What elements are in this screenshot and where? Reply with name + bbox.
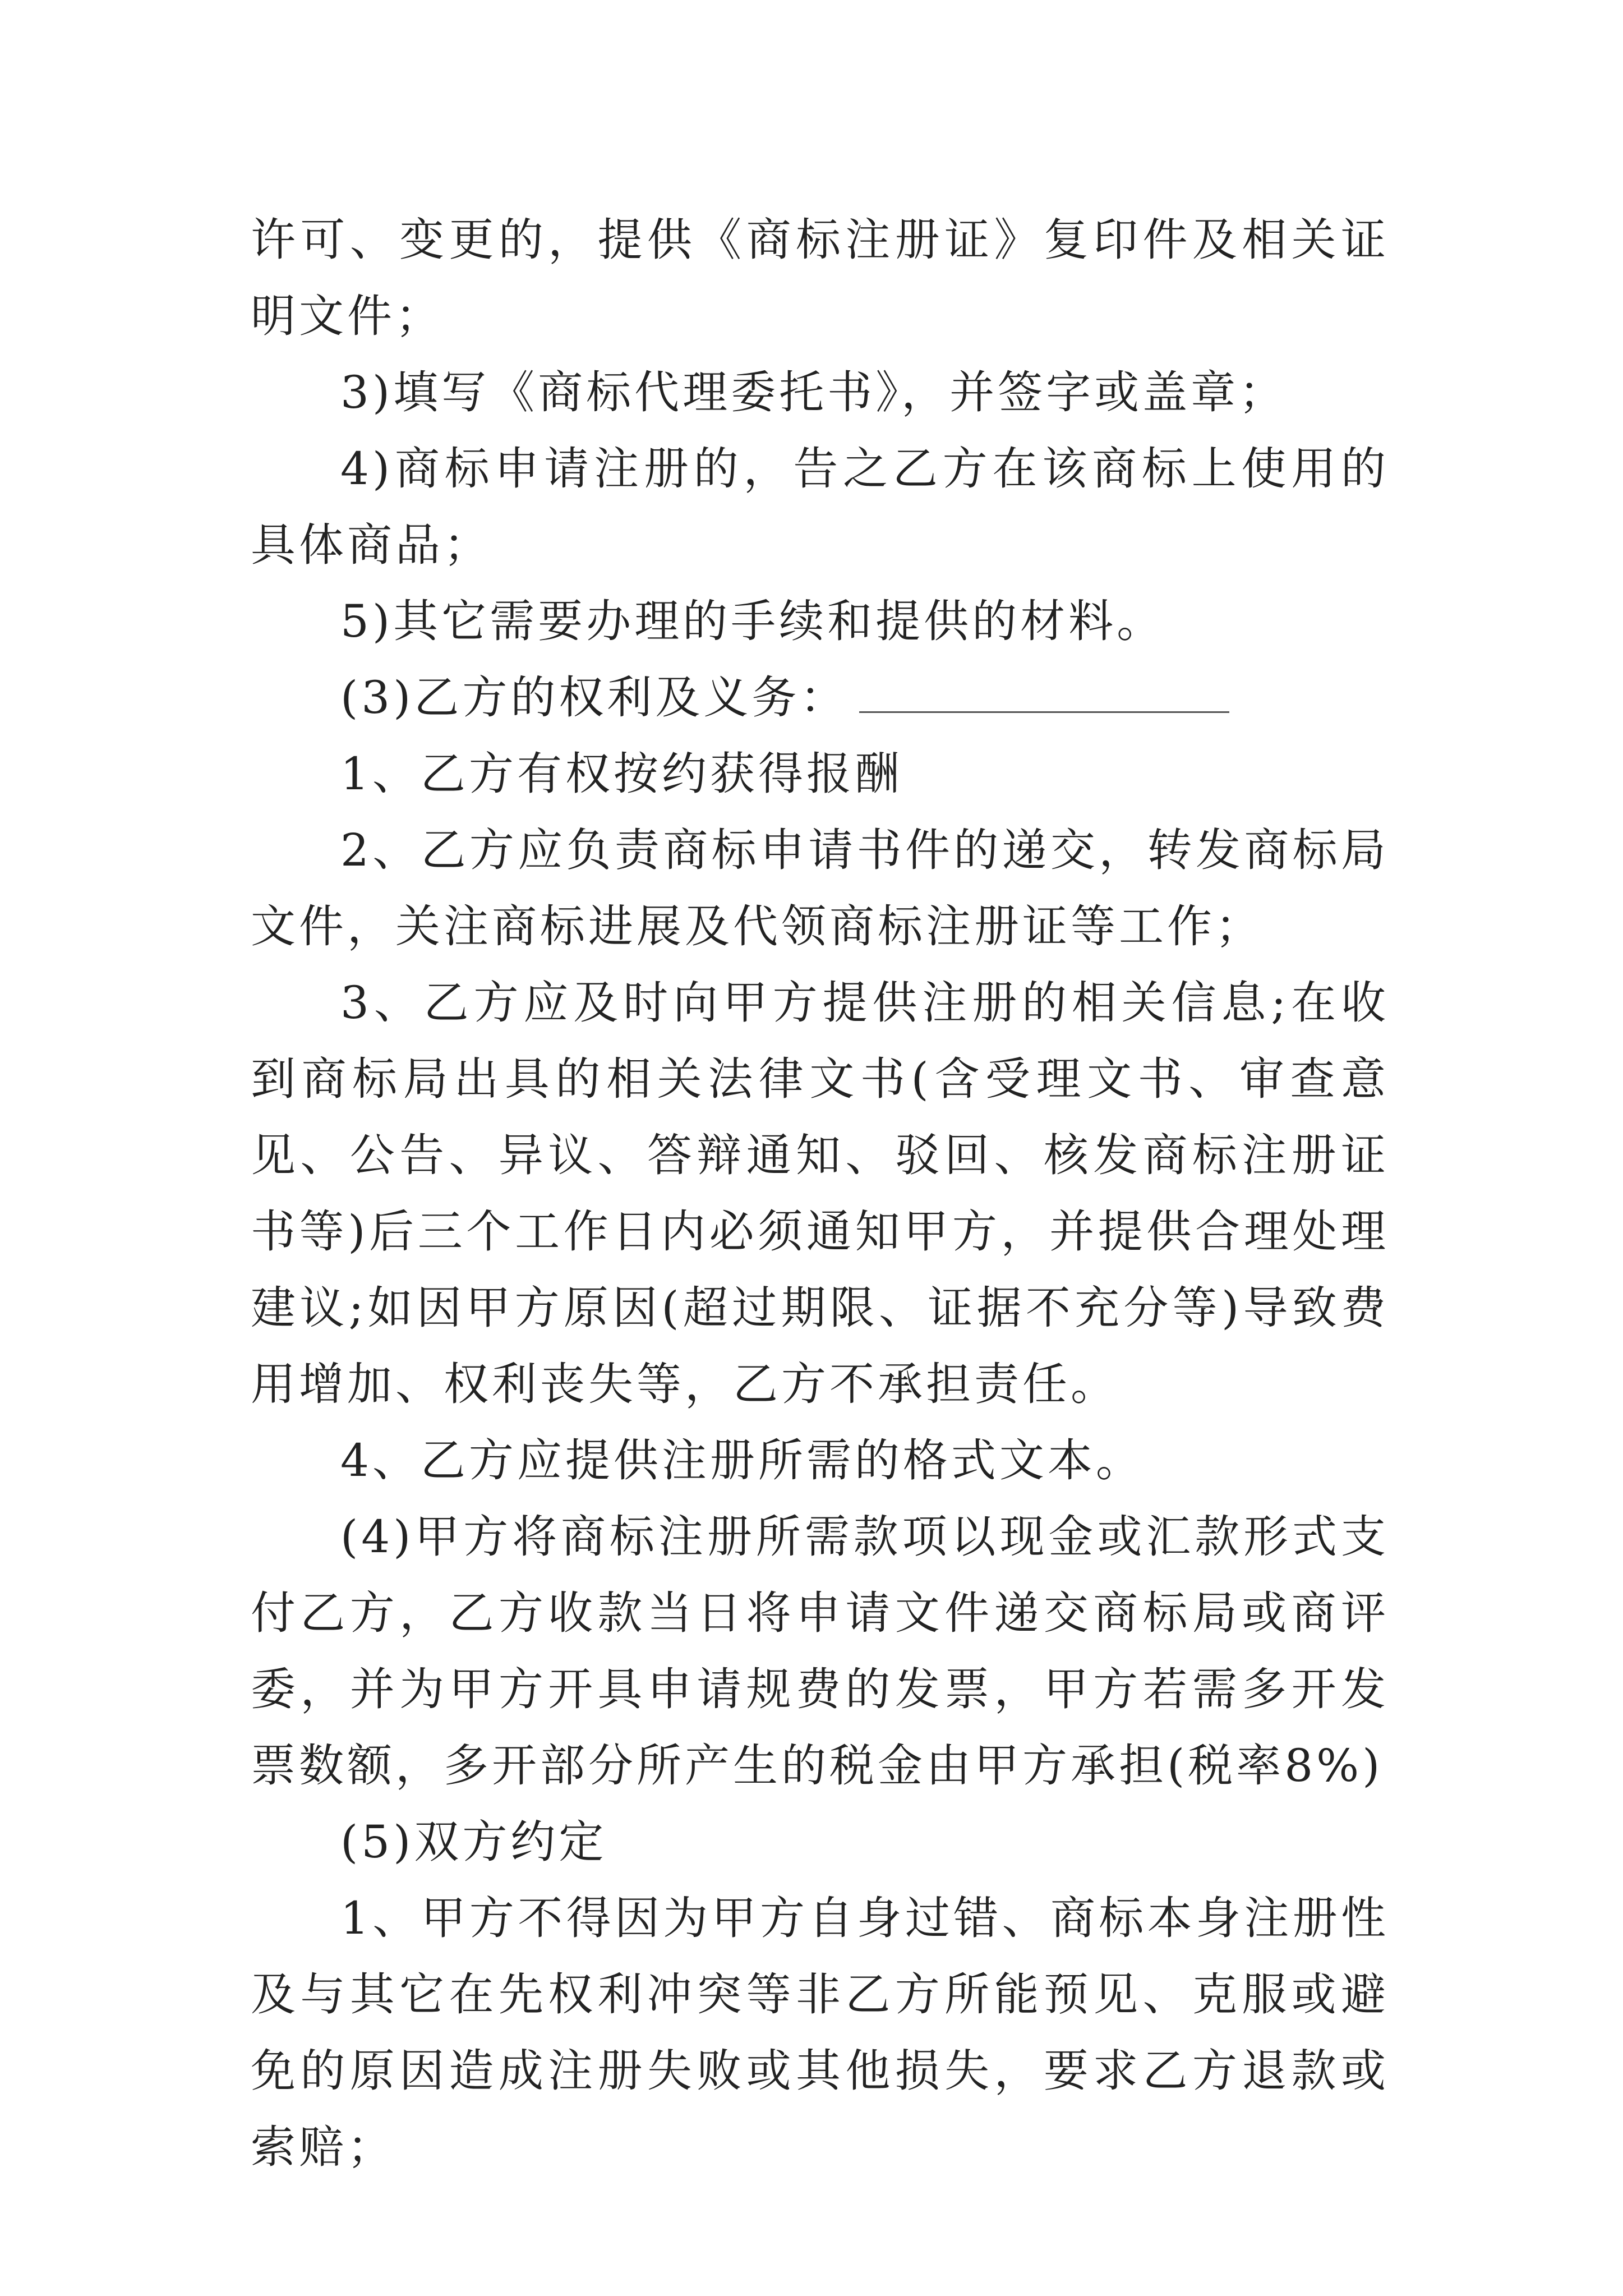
paragraph-continuation: 许可、变更的，提供《商标注册证》复印件及相关证明文件； xyxy=(251,214,1389,342)
paragraph-item-5: 5)其它需要办理的手续和提供的材料。 xyxy=(340,595,1165,647)
paragraph-agreement-1: 1、甲方不得因为甲方自身过错、商标本身注册性及与其它在先权利冲突等非乙方所能预见、克服或避免的原因造成注册失败或其他损失，要求乙方退款或索赔； xyxy=(251,1892,1389,2173)
paragraph-obligation-2: 2、乙方应负责商标申请书件的递交，转发商标局文件，关注商标进展及代领商标注册证等工作； xyxy=(251,824,1389,953)
paragraph-obligation-4: 4、乙方应提供注册所需的格式文本。 xyxy=(340,1434,1144,1487)
paragraph-obligation-3: 3、乙方应及时向甲方提供注册的相关信息;在收到商标局出具的相关法律文书(含受理文书、审查意见、公告、异议、答辩通知、驳回、核发商标注册证书等)后三个工作日内必须通知甲方，并提供合理处理建议;如因甲方原因(超过期限、证据不充分等)导致费用增加、权利丧失等，乙方不承担责任。 xyxy=(251,977,1389,1410)
paragraph-item-3: 3)填写《商标代理委托书》，并签字或盖章； xyxy=(340,366,1288,418)
paragraph-section-4-payment: (4)甲方将商标注册所需款项以现金或汇款形式支付乙方，乙方收款当日将申请文件递交商标局或商评委，并为甲方开具申请规费的发票，甲方若需多开发票数额，多开部分所产生的税金由甲方承担(税率8%) xyxy=(251,1511,1389,1792)
document-page xyxy=(251,202,1389,2185)
paragraph-obligation-1: 1、乙方有权按约获得报酬 xyxy=(340,748,903,800)
section-heading-rights-obligations xyxy=(251,660,1389,736)
section-heading-agreement: (5)双方约定 xyxy=(340,1816,607,1868)
fill-in-blank-line xyxy=(859,672,1229,713)
paragraph-item-4: 4)商标申请注册的，告之乙方在该商标上使用的具体商品； xyxy=(251,443,1389,571)
section-heading-text: (3)乙方的权利及义务： xyxy=(340,671,849,724)
